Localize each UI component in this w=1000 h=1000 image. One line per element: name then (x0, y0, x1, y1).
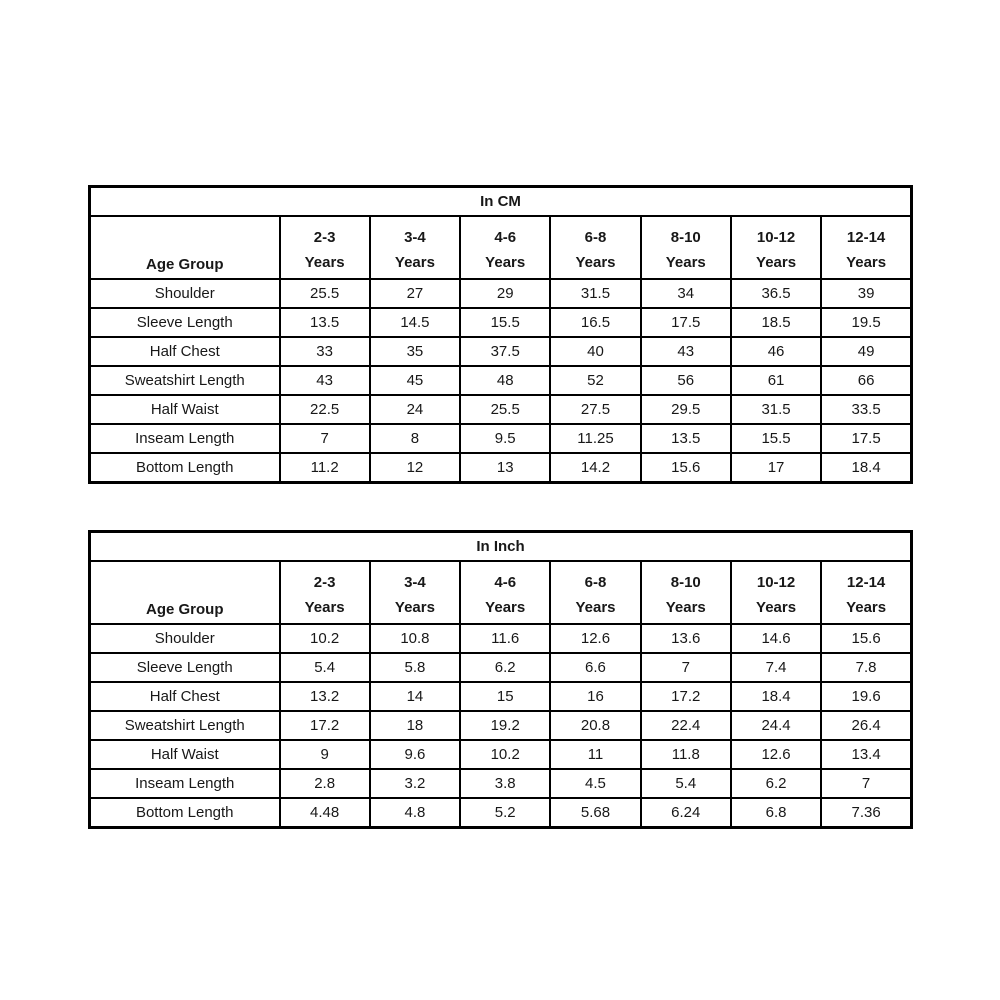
row-label: Shoulder (90, 624, 280, 653)
age-group-corner-header: Age Group (90, 561, 280, 624)
row-label: Bottom Length (90, 453, 280, 483)
size-value-cell: 6.8 (731, 798, 821, 828)
age-range-label: 12-14 (846, 229, 886, 246)
table-row (90, 769, 912, 798)
row-label: Inseam Length (90, 424, 280, 453)
row-label: Half Waist (90, 740, 280, 769)
size-value-cell: 66 (821, 366, 911, 395)
size-value-cell: 4.8 (370, 798, 460, 828)
age-column-header (460, 561, 550, 624)
size-value-cell: 18.4 (821, 453, 911, 483)
size-value-cell: 5.68 (550, 798, 640, 828)
table-title: In Inch (90, 532, 912, 562)
age-range-label: 6-8 (584, 574, 607, 591)
size-value-cell: 2.8 (280, 769, 370, 798)
age-range-label: 3-4 (404, 229, 426, 246)
size-value-cell: 9.5 (460, 424, 550, 453)
size-value-cell: 5.4 (280, 653, 370, 682)
size-value-cell: 27.5 (550, 395, 640, 424)
size-value-cell: 4.48 (280, 798, 370, 828)
size-value-cell: 5.4 (641, 769, 731, 798)
table-row (90, 279, 912, 308)
age-range-label: 10-12 (756, 574, 796, 591)
size-value-cell: 6.2 (731, 769, 821, 798)
size-value-cell: 13.5 (641, 424, 731, 453)
size-value-cell: 40 (550, 337, 640, 366)
years-label: Years (575, 254, 616, 271)
size-table-inch (88, 530, 913, 829)
age-column-header (460, 216, 550, 279)
size-value-cell: 13.4 (821, 740, 911, 769)
row-label: Half Waist (90, 395, 280, 424)
size-value-cell: 18.4 (731, 682, 821, 711)
size-value-cell: 12.6 (550, 624, 640, 653)
age-column-header (821, 561, 911, 624)
table-row (90, 424, 912, 453)
row-label: Inseam Length (90, 769, 280, 798)
size-value-cell: 6.6 (550, 653, 640, 682)
size-value-cell: 17.2 (280, 711, 370, 740)
row-label: Half Chest (90, 337, 280, 366)
size-value-cell: 13.6 (641, 624, 731, 653)
age-range-label: 3-4 (404, 574, 426, 591)
age-range-label: 4-6 (494, 574, 517, 591)
size-value-cell: 15 (460, 682, 550, 711)
size-value-cell: 22.5 (280, 395, 370, 424)
size-value-cell: 11.8 (641, 740, 731, 769)
size-value-cell: 7 (641, 653, 731, 682)
size-value-cell: 8 (370, 424, 460, 453)
age-column-header (280, 216, 370, 279)
size-value-cell: 17.5 (821, 424, 911, 453)
table-row (90, 366, 912, 395)
age-range-label: 8-10 (670, 229, 701, 246)
size-value-cell: 6.24 (641, 798, 731, 828)
size-value-cell: 27 (370, 279, 460, 308)
age-column-header (731, 561, 821, 624)
size-value-cell: 49 (821, 337, 911, 366)
age-column-header (821, 216, 911, 279)
size-value-cell: 36.5 (731, 279, 821, 308)
years-label: Years (304, 254, 345, 271)
size-value-cell: 7.8 (821, 653, 911, 682)
size-value-cell: 34 (641, 279, 731, 308)
age-column-header (731, 216, 821, 279)
size-value-cell: 18.5 (731, 308, 821, 337)
size-value-cell: 12.6 (731, 740, 821, 769)
row-label: Bottom Length (90, 798, 280, 828)
size-value-cell: 33.5 (821, 395, 911, 424)
size-value-cell: 17.2 (641, 682, 731, 711)
row-label: Half Chest (90, 682, 280, 711)
size-value-cell: 16 (550, 682, 640, 711)
row-label: Sleeve Length (90, 308, 280, 337)
size-value-cell: 33 (280, 337, 370, 366)
size-value-cell: 10.8 (370, 624, 460, 653)
years-label: Years (575, 599, 616, 616)
size-value-cell: 15.5 (731, 424, 821, 453)
table-row (90, 682, 912, 711)
size-value-cell: 15.6 (641, 453, 731, 483)
row-label: Sleeve Length (90, 653, 280, 682)
age-column-header (641, 216, 731, 279)
size-value-cell: 43 (280, 366, 370, 395)
age-column-header (641, 561, 731, 624)
size-value-cell: 46 (731, 337, 821, 366)
size-value-cell: 25.5 (460, 395, 550, 424)
years-label: Years (756, 254, 797, 271)
age-range-label: 6-8 (584, 229, 607, 246)
table-title: In CM (90, 187, 912, 217)
size-table-cm (88, 185, 913, 484)
table-row (90, 798, 912, 828)
size-value-cell: 13.5 (280, 308, 370, 337)
size-value-cell: 5.2 (460, 798, 550, 828)
size-value-cell: 20.8 (550, 711, 640, 740)
size-value-cell: 11.25 (550, 424, 640, 453)
size-table (88, 530, 913, 829)
size-value-cell: 7.36 (821, 798, 911, 828)
size-value-cell: 35 (370, 337, 460, 366)
size-value-cell: 39 (821, 279, 911, 308)
size-value-cell: 12 (370, 453, 460, 483)
size-value-cell: 29.5 (641, 395, 731, 424)
size-value-cell: 14.2 (550, 453, 640, 483)
size-value-cell: 17 (731, 453, 821, 483)
size-value-cell: 3.2 (370, 769, 460, 798)
table-row (90, 711, 912, 740)
size-value-cell: 3.8 (460, 769, 550, 798)
table-row (90, 453, 912, 483)
age-range-label: 2-3 (313, 574, 336, 591)
size-value-cell: 11.2 (280, 453, 370, 483)
size-value-cell: 4.5 (550, 769, 640, 798)
size-value-cell: 24 (370, 395, 460, 424)
size-value-cell: 14 (370, 682, 460, 711)
years-label: Years (665, 599, 706, 616)
size-value-cell: 13 (460, 453, 550, 483)
size-value-cell: 26.4 (821, 711, 911, 740)
size-value-cell: 56 (641, 366, 731, 395)
age-group-corner-header: Age Group (90, 216, 280, 279)
size-value-cell: 31.5 (550, 279, 640, 308)
size-value-cell: 61 (731, 366, 821, 395)
age-column-header (370, 561, 460, 624)
age-column-header (550, 561, 640, 624)
size-value-cell: 19.5 (821, 308, 911, 337)
row-label: Sweatshirt Length (90, 711, 280, 740)
size-value-cell: 14.5 (370, 308, 460, 337)
size-value-cell: 15.5 (460, 308, 550, 337)
years-label: Years (394, 599, 435, 616)
years-label: Years (485, 254, 526, 271)
years-label: Years (846, 254, 887, 271)
age-range-label: 12-14 (846, 574, 886, 591)
age-range-label: 2-3 (313, 229, 336, 246)
size-value-cell: 22.4 (641, 711, 731, 740)
row-label: Shoulder (90, 279, 280, 308)
size-value-cell: 7 (280, 424, 370, 453)
years-label: Years (846, 599, 887, 616)
age-column-header (370, 216, 460, 279)
size-value-cell: 45 (370, 366, 460, 395)
table-row (90, 740, 912, 769)
size-value-cell: 43 (641, 337, 731, 366)
size-value-cell: 13.2 (280, 682, 370, 711)
size-value-cell: 19.6 (821, 682, 911, 711)
size-value-cell: 9 (280, 740, 370, 769)
size-value-cell: 7 (821, 769, 911, 798)
age-range-label: 8-10 (670, 574, 701, 591)
years-label: Years (394, 254, 435, 271)
size-value-cell: 5.8 (370, 653, 460, 682)
size-value-cell: 24.4 (731, 711, 821, 740)
size-value-cell: 14.6 (731, 624, 821, 653)
table-row (90, 653, 912, 682)
size-value-cell: 48 (460, 366, 550, 395)
table-row (90, 395, 912, 424)
size-value-cell: 10.2 (280, 624, 370, 653)
size-value-cell: 16.5 (550, 308, 640, 337)
years-label: Years (665, 254, 706, 271)
size-value-cell: 10.2 (460, 740, 550, 769)
size-value-cell: 19.2 (460, 711, 550, 740)
size-value-cell: 9.6 (370, 740, 460, 769)
size-value-cell: 52 (550, 366, 640, 395)
size-value-cell: 25.5 (280, 279, 370, 308)
size-value-cell: 11 (550, 740, 640, 769)
years-label: Years (485, 599, 526, 616)
age-column-header (280, 561, 370, 624)
age-range-label: 10-12 (756, 229, 796, 246)
size-value-cell: 31.5 (731, 395, 821, 424)
size-value-cell: 17.5 (641, 308, 731, 337)
size-value-cell: 7.4 (731, 653, 821, 682)
size-value-cell: 11.6 (460, 624, 550, 653)
size-value-cell: 18 (370, 711, 460, 740)
size-value-cell: 29 (460, 279, 550, 308)
table-row (90, 624, 912, 653)
age-column-header (550, 216, 640, 279)
size-table (88, 185, 913, 484)
age-range-label: 4-6 (494, 229, 517, 246)
years-label: Years (304, 599, 345, 616)
size-value-cell: 6.2 (460, 653, 550, 682)
size-value-cell: 37.5 (460, 337, 550, 366)
size-value-cell: 15.6 (821, 624, 911, 653)
table-row (90, 337, 912, 366)
table-row (90, 308, 912, 337)
row-label: Sweatshirt Length (90, 366, 280, 395)
years-label: Years (756, 599, 797, 616)
